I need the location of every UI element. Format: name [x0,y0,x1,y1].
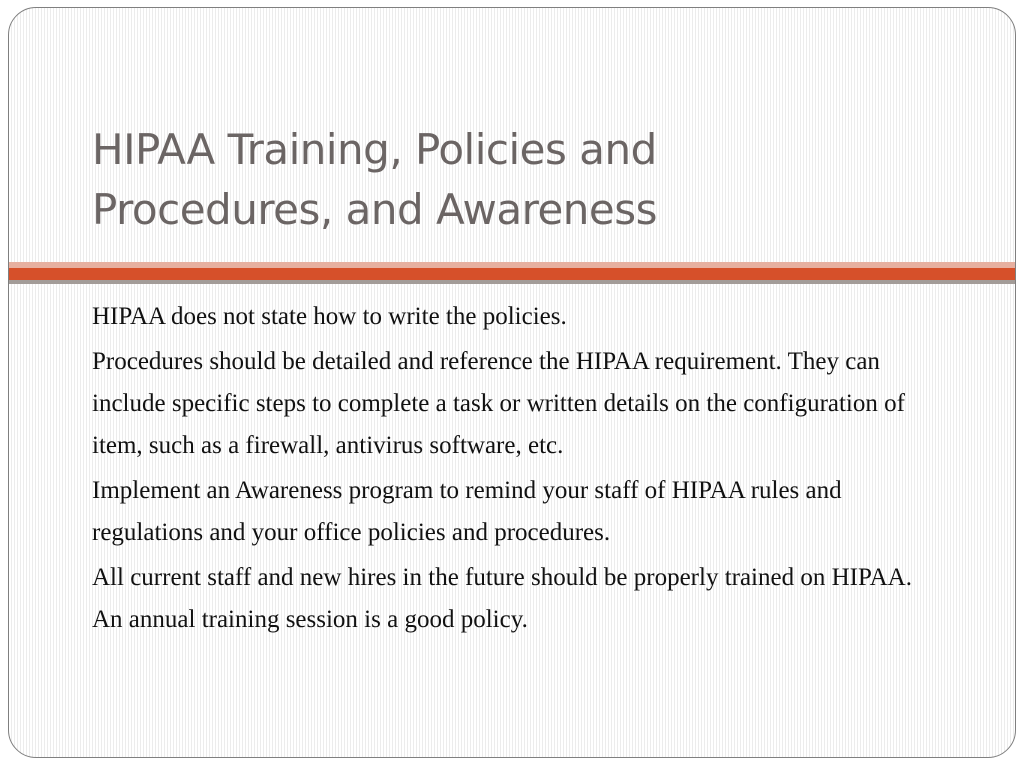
body-paragraph: Implement an Awareness program to remind your staff of HIPAA rules and regulations and your office policies and procedures. [92,477,842,546]
body-paragraph: Procedures should be detailed and reference the HIPAA requirement. They can include specific steps to complete a task or written details on the configuration of item, such as a firewall, antivirus software, etc. [92,348,905,459]
slide [8,7,1016,758]
body-paragraph: All current staff and new hires in the future should be properly trained on HIPAA. An annual training session is a good policy. [92,564,912,633]
body-paragraph: HIPAA does not state how to write the policies. [92,303,567,330]
slide-body [92,296,932,644]
accent-rule-gray [9,280,1015,284]
slide-title-line: HIPAA Training, Policies and [92,125,657,174]
slide-title-line: Procedures, and Awareness [92,185,657,234]
slide-title [92,120,952,240]
accent-rule [9,268,1015,280]
